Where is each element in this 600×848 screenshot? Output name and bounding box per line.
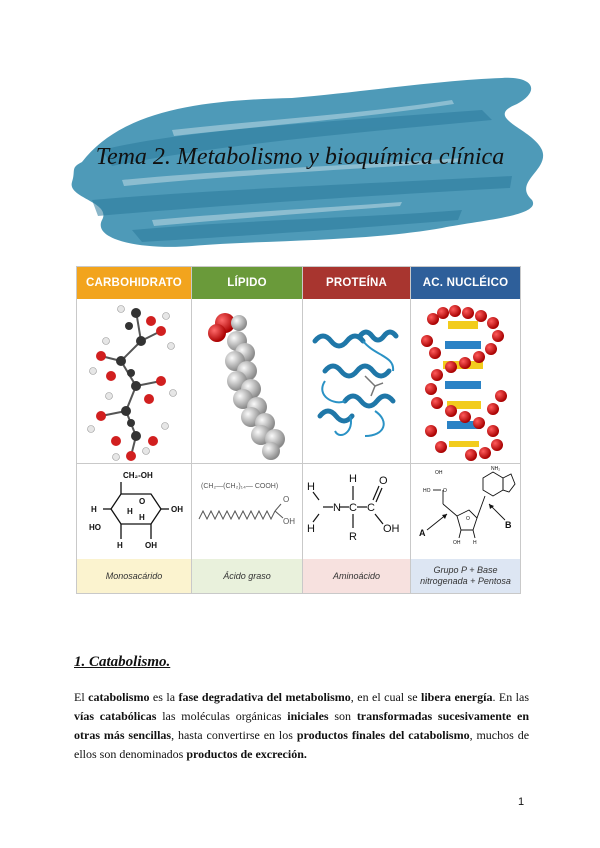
alpha-carbon-label: C bbox=[349, 502, 357, 514]
nh2-label: NH₂ bbox=[491, 466, 501, 472]
paragraph-text-run: . En las bbox=[492, 690, 530, 704]
paragraph-bold-run: vías catabólicas bbox=[74, 709, 157, 723]
header-carbohidrato: CARBOHIDRATO bbox=[77, 267, 191, 299]
oh-label: OH bbox=[383, 523, 400, 535]
paragraph-text-run: es la bbox=[149, 690, 179, 704]
oh-label: OH bbox=[435, 470, 443, 476]
column-divider bbox=[410, 267, 411, 593]
oh-label: OH bbox=[171, 505, 183, 514]
paragraph-text-run: las moléculas orgánicas bbox=[156, 709, 288, 723]
h-label: H bbox=[139, 513, 145, 522]
paragraph-text-run: , hasta convertirse en los bbox=[171, 728, 297, 742]
oxygen-label: O bbox=[379, 475, 388, 487]
h-label: H bbox=[473, 540, 477, 546]
oh-label: OH bbox=[145, 541, 157, 550]
lipid-model-image bbox=[195, 301, 299, 461]
h-label: H bbox=[127, 507, 133, 516]
name-nucleotido-line1: Grupo P + Base bbox=[433, 565, 498, 575]
label-a: A bbox=[419, 528, 426, 538]
h-label: H bbox=[307, 523, 315, 535]
paragraph-text-run: , muchos de ellos son denominados bbox=[74, 728, 530, 761]
ring-oxygen-label: O bbox=[139, 497, 146, 506]
carboxyl-carbon-label: C bbox=[367, 502, 375, 514]
paragraph-bold-run: libera energía bbox=[421, 690, 493, 704]
name-aminoacido: Aminoácido bbox=[303, 559, 410, 593]
carbohydrate-model-image bbox=[81, 301, 187, 461]
page-title: Tema 2. Metabolismo y bioquímica clínica bbox=[95, 144, 505, 170]
paragraph-text-run: son bbox=[328, 709, 357, 723]
amino-acid-structure bbox=[305, 464, 408, 558]
oxygen-label: O bbox=[443, 488, 447, 494]
label-b: B bbox=[505, 520, 512, 530]
header-proteina: PROTEÍNA bbox=[303, 267, 410, 299]
oxygen-label: O bbox=[283, 495, 290, 504]
name-monosacarido: Monosacárido bbox=[77, 559, 191, 593]
protein-model-image bbox=[305, 301, 408, 461]
column-divider bbox=[302, 267, 303, 593]
nucleic-acid-model-image bbox=[413, 301, 519, 461]
name-acido-graso: Ácido graso bbox=[192, 559, 302, 593]
name-nucleotido bbox=[411, 559, 520, 593]
paragraph-bold-run: productos de excreción. bbox=[186, 747, 307, 761]
paragraph-bold-run: productos finales del catabolismo bbox=[296, 728, 470, 742]
ch2oh-label: CH₂-OH bbox=[123, 471, 153, 480]
paragraph-text-run: El bbox=[74, 690, 89, 704]
h-label: H bbox=[349, 473, 357, 485]
oh-label: OH bbox=[283, 517, 295, 526]
catabolism-paragraph bbox=[74, 688, 529, 764]
nitrogen-label: N bbox=[333, 502, 341, 514]
h-label: H bbox=[117, 541, 123, 550]
page-number: 1 bbox=[518, 796, 525, 808]
header-ac-nucleico: AC. NUCLÉICO bbox=[411, 267, 520, 299]
oh-label: OH bbox=[453, 540, 461, 546]
fatty-acid-formula: (CH₂—(CH₂)₁₄— COOH) bbox=[201, 483, 279, 490]
ho-label: HO bbox=[89, 523, 101, 532]
paragraph-bold-run: catabolismo bbox=[88, 690, 150, 704]
h-label: H bbox=[91, 505, 97, 514]
fatty-acid-structure bbox=[195, 464, 299, 558]
header-lipido: LÍPIDO bbox=[192, 267, 302, 299]
name-nucleotido-line2: nitrogenada + Pentosa bbox=[420, 576, 511, 586]
paragraph-text-run: , en el cual se bbox=[350, 690, 422, 704]
paragraph-bold-run: transformadas sucesivamente en otras más sencillas bbox=[74, 709, 529, 742]
h-label: H bbox=[307, 481, 315, 493]
r-group-label: R bbox=[349, 531, 357, 543]
ho-label: HO bbox=[423, 488, 431, 494]
ring-oxygen-label: O bbox=[466, 516, 470, 522]
monosaccharide-structure bbox=[81, 464, 187, 558]
column-divider bbox=[191, 267, 192, 593]
nucleotide-structure bbox=[413, 464, 519, 558]
biomolecules-table bbox=[76, 266, 521, 594]
paragraph-bold-run: iniciales bbox=[287, 709, 329, 723]
section-heading: 1. Catabolismo. bbox=[74, 654, 171, 670]
paragraph-bold-run: fase degradativa del metabolismo bbox=[178, 690, 351, 704]
